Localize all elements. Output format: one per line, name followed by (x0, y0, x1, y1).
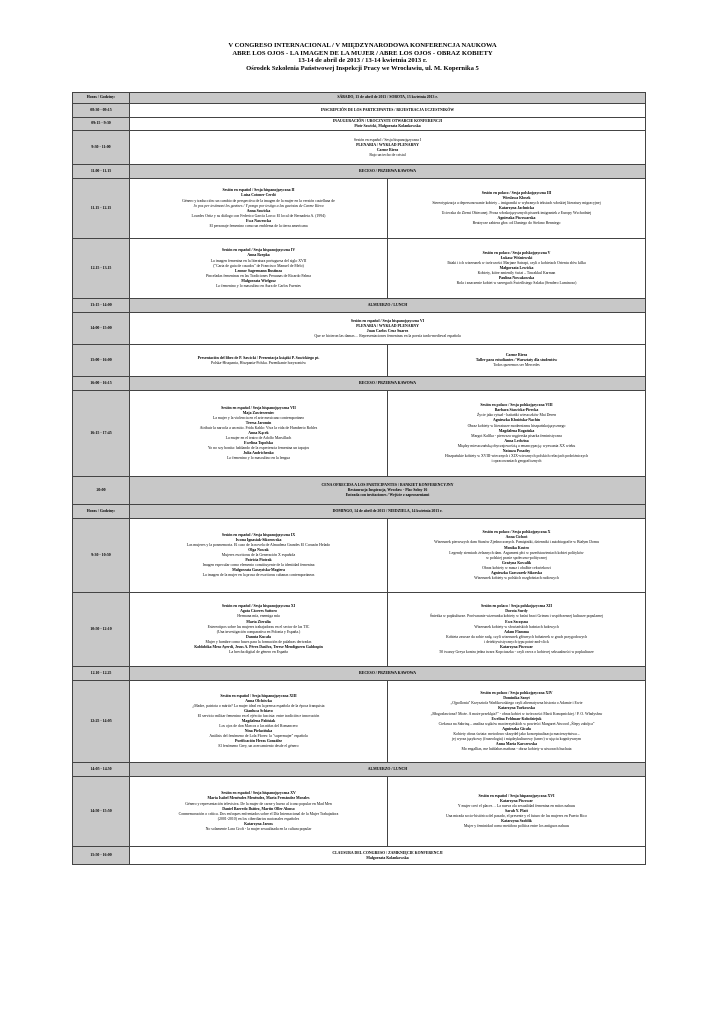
session-cell (130, 667, 646, 681)
entry-line: Sesión en polaco / Sesja polskojęzyczna XII (481, 604, 552, 609)
entry-line: Między mieszczańską obyczajowością a emancypacją: wyzwania XX wieku (457, 443, 576, 448)
entry-line: Małgorzata Lewicka (499, 266, 534, 271)
entry-line: Magdalena Rogańska (498, 428, 535, 433)
entry-line: Restauracja Inspiracja, Wrocław - Plac Solny 16 (347, 488, 428, 493)
entry-line: Sesión en polaco / Sesja polskojęzyczna XIV (480, 691, 553, 696)
entry-line: Lo femenino y lo masculino en la lengua (227, 456, 290, 461)
entry-line: Sesión en español / Sesja hispanojęzyczna VI (350, 318, 425, 323)
entry-line: Ciekawa na Sabriną – analiza wątków macierzyńskich w powieści Margaret Atwood „Ślepy zabójca" (438, 721, 595, 726)
schedule-row (73, 345, 646, 377)
entry-line: Kobieta zawsze da sobie radę, czyli wizerunek głównych bohaterek w grach przygodowych (445, 634, 588, 639)
entry-line: Śnieżka w popkulturze. Porównanie wizerunku kobiety w baśni braci Grimm i współczesnej kulturze popularnej (429, 614, 604, 619)
entry-line: Patricia Piotrak (245, 558, 272, 563)
session-cell (130, 377, 646, 391)
entry-line: Ewa Szczęsna (505, 619, 528, 624)
entry-line: CENA OFRECIDA A LOS PARTICIPANTES / BANKIET KONFERENCYJNY (321, 483, 454, 488)
conference-title: V CONGRESO INTERNACIONAL / V MIĘDZYNARODOWA KONFERENCJA NAUKOWA (228, 42, 497, 49)
entry-line: Agnieszka Piwowarska (497, 216, 536, 221)
schedule-row (73, 777, 646, 847)
entry-line: Ewelina Topolska (244, 441, 273, 446)
entry-line: Kobiety, które zmienily świat – Tawakkul Karman (477, 271, 556, 276)
entry-line: Dorota Surdy (505, 609, 528, 614)
entry-line: Sesión en español / Sesja hispanojęzyczna XIII (220, 693, 297, 698)
entry-line: Łukasz Wiśniewski (500, 255, 533, 260)
time-cell: 14:05 - 14.50 (73, 763, 130, 777)
entry-line: Grażyna Kowalik (501, 560, 532, 565)
entry-line: PLENARIA / WYKŁAD PLENARNY (356, 323, 419, 328)
entry-line: Małgorzata Gaszyńska-Magiera (232, 568, 285, 573)
entry-line: Sesión en polaco / Sesja polskojęzyczna X (482, 530, 551, 535)
entry-line: INAUGURACIÓN / UROCZYSTE OTWARCIE KONFERENCJI (332, 119, 443, 123)
entry-line: Taller para estudiantes / Warsztaty dla studentów (475, 358, 558, 363)
entry-line: Una mirada socio-histórica del pasado, el presente y el futuro de las mujeres en Puerto Rico (445, 814, 588, 819)
entry-line: 50 twarzy Greya kontra jedna twarz Kopciuszka - czyli rzecz o kobiecej seksualności w popkulturze (439, 649, 594, 654)
session-left-cell (130, 519, 388, 593)
entry-line: Maja Zawierzeniec (242, 410, 275, 415)
entry-line: Rola i znaczenie kobiet w szeregach Świetlistego Szlaku (Sendero Luminoso) (456, 281, 577, 286)
entry-line: Que se hicieron las damas… Representaciones femeninas en la poesía tardo-medieval española (314, 333, 461, 338)
entry-line: Wizerunek kobiety w polskich rozgłośniach radiowych (474, 575, 559, 580)
entry-line: Daniel Barredo Ibáñez, Martín Oller Alonso (222, 806, 295, 811)
entry-line: Katarzyna Szoblik (501, 819, 532, 824)
entry-line: Ewa Nawrocka (245, 218, 272, 223)
entry-line: Agnieszka Gicała (502, 726, 531, 731)
entry-line: Análisis del fenómeno de Lola Flores: la "supermujer" española (209, 734, 308, 739)
session-right-cell (388, 519, 646, 593)
entry-line: La mujer en el teatro de Adolfo Marsillach (225, 436, 292, 441)
entry-line: Yo no soy bonita: hablando de la experiencia femenina un tapujos (207, 446, 310, 451)
entry-line: Julia Andrichenko (243, 451, 274, 456)
schedule-row (73, 377, 646, 391)
session-cell (130, 313, 646, 345)
entry-line: Marta Zieralia (246, 619, 271, 624)
entry-line: Paulina Nowakowska (498, 276, 535, 281)
time-cell: 16:00 - 16:15 (73, 377, 130, 391)
entry-line: Sesión en español / Sesja hispanojęzyczna XI (221, 604, 296, 609)
entry-line: Sesión en polaco / Sesja polskojęzyczna III (481, 190, 552, 195)
entry-line: Mujeres escritoras de la Generación X española (221, 553, 296, 558)
time-cell: 10:50 - 12:10 (73, 593, 130, 667)
session-right-cell (388, 391, 646, 477)
entry-line: Katarzyna Piwowar (500, 644, 533, 649)
entry-line: Hiszpańskie kobiety w XVIII-wiecznych i XIX-wiecznych polskich relacjach podróżniczych (444, 453, 589, 458)
schedule-row (73, 391, 646, 477)
entry-line: DOMINGO, 14 de abril de 2013 / NIEDZIELA, 14 kwietnia 2013 r. (332, 509, 443, 514)
schedule-row (73, 239, 646, 299)
schedule-row (73, 131, 646, 165)
entry-line: Lo femenino y lo masculino en Aura de Carlos Fuentes (216, 283, 301, 288)
entry-line: Género y representación televisiva. De la mujer de carne y hueso al icono popular en Mad Men (185, 801, 332, 806)
entry-line: Teresa Jaromin (245, 420, 272, 425)
entry-line: Agata Cáceres Sattoro (240, 609, 277, 614)
entry-line: Los ojos de don Marcos o las niñas del Romancero (219, 724, 298, 729)
entry-line: El servicio militar femenino en el ejército fascista: entre tradición e innovación (197, 714, 320, 719)
entry-line: Pinceladas femeninas en las Tradiciones Peruanas de Ricardo Palma (205, 273, 312, 278)
entry-line: Mo engallias, me hablabas mañana - obraz kobiety w utworach huchata (461, 746, 572, 751)
page-header (0, 42, 725, 72)
entry-line: Barbara Stawicka-Pirecka (494, 408, 539, 413)
entry-line: Estereotipos sobre las mujeres trabajadoras en el sector de las TIC (207, 624, 310, 629)
entry-line: Sesión en polaco / Sesja polskojęzyczna VIII (480, 403, 553, 408)
entry-line: Imagen especular como elemento constituyente de la identidad femenina (202, 563, 315, 568)
entry-line: La imagen femenina en la literatura portuguesa del siglo XVII (210, 258, 307, 263)
entry-line: Katarzyna Piwowar (500, 798, 533, 803)
entry-line: Luisa Cotoner Cerdó (241, 193, 276, 198)
entry-line: Entrada con invitaciones / Wejście z zaproszeniami (345, 493, 430, 498)
time-cell: 09:15 - 9:30 (73, 118, 130, 131)
entry-line: Anna Rzepka (247, 253, 270, 258)
entry-line: (2001-2010) en los ciberdiarios nacionales españoles (217, 816, 300, 821)
entry-line: Sesión en español / Sesja hispanojęzyczna XV (221, 791, 296, 796)
session-cell (130, 165, 646, 179)
entry-line: Anna Sawicka (246, 208, 271, 213)
time-cell: 14:50 - 15:50 (73, 777, 130, 847)
entry-line: Sesión en español / Sesja hispanojęzyczna IV (221, 248, 296, 253)
session-left-cell (130, 239, 388, 299)
session-cell (130, 131, 646, 165)
entry-line: „Błogosławiona? Może. A może przeklęta?" - obraz kobiet w twórczości Marii Konopnickiej / P. O. Władysław (430, 711, 603, 716)
entry-line: Kołdobika Meso Ayerdi, Jesus A. Pérez Dasilva, Terese Mendiguren Galdospin (194, 644, 323, 649)
session-right-cell (388, 345, 646, 377)
time-cell: 12:25 - 14:05 (73, 681, 130, 763)
entry-line: Leonor Sagermann Bustinza (235, 268, 282, 273)
schedule-row (73, 165, 646, 179)
entry-line: Sesión en español / Sesja hispanojęzyczna II (222, 188, 295, 193)
time-cell: 13:15 - 14:00 (73, 299, 130, 313)
entry-line: RECESO / PRZERWA KAWOWA (359, 169, 416, 174)
session-cell (130, 93, 646, 104)
entry-line: RECESO / PRZERWA KAWOWA (359, 381, 416, 386)
entry-line: ("Carta de guia de casados" de Francisco Manuel de Melo) (213, 263, 304, 268)
entry-line: Jo pos per testimoni les gavines / Y pongo por testigo a las gaviotas de Carme Riera (193, 203, 324, 208)
schedule-row (73, 847, 646, 865)
session-cell (130, 118, 646, 131)
time-cell: 11.15 - 12.15 (73, 179, 130, 239)
entry-line: Carme Riera (505, 353, 528, 358)
entry-line: Margot Kalfka - pierwsza węgierska pisarka feministyczna (471, 433, 562, 438)
time-cell: 16:15 - 17:45 (73, 391, 130, 477)
entry-line: ALMUERZO / LUNCH (367, 767, 408, 772)
entry-line: Género y traducción: un cambio de perspectiva de la imagen de la mujer en la versión castellana de (182, 198, 335, 203)
entry-line: La imagen de la mujer en la prosa de escritoras cubanas contemporáneas (202, 573, 315, 578)
entry-line: Danuta Kucała (246, 634, 271, 639)
time-cell: 15:00 - 16:00 (73, 345, 130, 377)
session-cell (130, 847, 646, 865)
entry-line: No solamente Lara Croft - la mujer sexualizada en la cultura popular (205, 826, 312, 831)
conference-venue: Ośrodek Szkolenia Państwowej Inspekcji Pracy we Wrocławiu, ul. M. Kopernika 5 (246, 64, 479, 72)
entry-line: Katarzyna Jaross (244, 821, 273, 826)
entry-line: Ibiaki i ich wizerunek w twórczości Marjane Satrapi, czyli o kobietach Orientu słów kilka (447, 261, 586, 266)
entry-line: Małgorzata Kolankowska (366, 855, 409, 860)
entry-line: Monika Kostro (503, 545, 530, 550)
entry-line: Anna Maria Karczewska (495, 741, 538, 746)
entry-line: Magdalena Pabisiak (241, 719, 276, 724)
time-cell: 14:00 - 15:00 (73, 313, 130, 345)
schedule-row (73, 313, 646, 345)
entry-line: i opracowaniach geograficznych (491, 458, 542, 463)
entry-line: Stereotypizacja a depersonowanie kobiety – imigrantki w wybranych tekstach włoskiej literatury migracyjnej (432, 201, 601, 206)
entry-line: Beatrycze zabiera głos: od Dantego do Stefano Benniego (472, 221, 561, 226)
entry-line: Katarzyna Jachnicka (498, 206, 535, 211)
entry-line: „Ojpollonia" Krzysztofa Warlikowskiego czyli alternatywna historia o Adamie i Ewie (450, 701, 583, 706)
entry-line: Piotr Sawicki, Małgorzata Kolankowska (354, 124, 421, 129)
time-cell: 15:50 - 16:00 (73, 847, 130, 865)
schedule-row (73, 505, 646, 519)
session-left-cell (130, 593, 388, 667)
entry-line: (Una investigación comparativa en Polonia y España.) (216, 629, 301, 634)
entry-line: Adam Flamma (504, 629, 529, 634)
entry-line: Sesión en español / Sesja hispanojęzyczna I (353, 137, 422, 142)
entry-line: Anna Kącek (248, 431, 269, 436)
entry-line: jej wyraz językowy (frazeologia) i międzykulturowy (tanec) w ujęciu kognitywnym (451, 736, 582, 741)
schedule-row (73, 299, 646, 313)
entry-line: SÁBADO, 13 de abril de 2013 / SOBOTA, 13 kwietnia 2013 r. (337, 95, 438, 100)
session-cell (130, 763, 646, 777)
entry-line: María Isabel Menéndez Menéndez, Marta Fernández Morales (207, 796, 310, 801)
entry-line: Purificación Heras González (235, 739, 282, 744)
entry-line: ALMUERZO / LUNCH (367, 303, 408, 308)
entry-line: Mujer y feminidad como metáfora política entre los antiguos nahuas (463, 824, 570, 829)
session-left-cell (130, 777, 388, 847)
entry-line: Dominika Sanyt (503, 696, 530, 701)
time-cell: 08:30 - 09:15 (73, 104, 130, 118)
entry-line: CLAUSURA DEL CONGRESO / ZAMKNIĘCIE KONFERENCJI (332, 850, 443, 855)
time-cell: 12.10 - 12.25 (73, 667, 130, 681)
entry-line: w polskiej prasie społeczno-politycznej (486, 555, 547, 560)
entry-line: Conmemoración o crítica. Dos enfoques enfrentados sobre el Día Internacional de la Mujer Trabajadora (178, 811, 339, 816)
schedule-row (73, 118, 646, 131)
entry-line: Presentación del libro de P. Sawicki / Prezentacja książki P. Sawickiego pt. (197, 355, 320, 360)
entry-line: Sarah Y. Platt (505, 809, 528, 814)
entry-line: Kobiety obraz świata: metodowo skrzydeł jako konceptualizacja macierzyństwa – (453, 731, 580, 736)
conference-dates: 13-14 de abril de 2013 / 13-14 kwietnia 2013 r. (298, 57, 427, 65)
entry-line: Anna Olchówka (245, 698, 272, 703)
entry-line: Wizerunek pierwszych dam Stanów Zjednoczonych. Pamiętniki, dzienniki i autobiografie w Białym Domu (434, 540, 599, 545)
entry-line: Wiesława Kłosek (502, 195, 531, 200)
time-cell: 11.00 - 11.15 (73, 165, 130, 179)
conference-subtitle: ABRE LOS OJOS - LA IMAGEN DE LA MUJER / ABRE LOS OJOS - OBRAZ KOBIETY (232, 49, 493, 57)
entry-line: Agnieszka Garczarek-Sikorska (490, 570, 542, 575)
schedule-body (73, 93, 646, 865)
schedule-row (73, 179, 646, 239)
entry-line: Todos queremos ser Mercedes (493, 363, 540, 368)
time-cell: Horas / Godziny: (73, 505, 130, 519)
entry-line: Olga Nowak (248, 548, 269, 553)
entry-line: La brecha digital de género en España (229, 649, 288, 654)
schedule-row (73, 763, 646, 777)
schedule-row (73, 477, 646, 505)
schedule-table (72, 92, 646, 865)
schedule-row (73, 93, 646, 104)
session-cell (130, 299, 646, 313)
entry-line: Obraz kobiety w mauz i obalbie cekwiekowi (482, 565, 551, 570)
entry-line: Y mujer creó el placer… La nueva ola sexualidad femenina en mitos nahuas (457, 804, 576, 809)
schedule-row (73, 681, 646, 763)
entry-line: Legendy siemiach żelaznych dam. Argument płci w przedstawieniach kobiet polityków (449, 550, 584, 555)
session-left-cell (130, 345, 388, 377)
entry-line: Małgorzata Wielgosz (241, 278, 276, 283)
entry-line: PLENARIA / WYKŁAD PLENARNY (356, 142, 419, 147)
entry-line: Gianluca Schiavo (244, 708, 273, 713)
schedule-row (73, 519, 646, 593)
session-cell (130, 477, 646, 505)
schedule-row (73, 593, 646, 667)
session-left-cell (130, 681, 388, 763)
time-cell: 9:30 - 11:00 (73, 131, 130, 165)
time-cell: 20:00 (73, 477, 130, 505)
session-right-cell (388, 179, 646, 239)
entry-line: Anna Ledwina (504, 438, 529, 443)
entry-line: Sesión en español / Sesja hispanojęzyczna VII (221, 405, 296, 410)
entry-line: Sesión en español / Sesja hispanojęzyczna IX (221, 532, 296, 537)
entry-line: Bajo un techo de cristal (369, 152, 406, 157)
entry-line: Polska-Hiszpania, Hiszpania-Polska. Przenikanie horyzontów (210, 360, 307, 365)
entry-line: El fenómeno Grey, un acercamiento desde el género (218, 744, 299, 749)
time-cell: 9:30 - 10:50 (73, 519, 130, 593)
entry-line: Sesión en español / Sesja hispanojęzyczna XVI (478, 793, 555, 798)
entry-line: Iwona Ignasiak-Sikorowska (235, 537, 282, 542)
schedule-row (73, 104, 646, 118)
entry-line: Lourdes Ortiz y su diálogo con Federico García Lorca: El local de Bernadeta A. (1994) (191, 213, 326, 218)
session-right-cell (388, 777, 646, 847)
session-left-cell (130, 179, 388, 239)
session-right-cell (388, 239, 646, 299)
entry-line: Anna Cichoń (505, 535, 528, 540)
session-cell (130, 505, 646, 519)
schedule-row (73, 667, 646, 681)
entry-line: Natasza Posadzy (502, 448, 531, 453)
entry-line: Juan Carlos Cruz Suarez (366, 328, 409, 333)
entry-line: Mujer y hombre como bases para la formación de palabras derivadas (205, 639, 312, 644)
entry-line: Sesión en polaco / Sesja polskojęzyczna V (482, 250, 551, 255)
entry-line: Ucieczka do Ziemi Obiecanej. Proza włoskojęzycznych pisarek imigrantek z Europy Wschodniej (441, 211, 592, 216)
session-right-cell (388, 681, 646, 763)
entry-line: Carme Riera (376, 147, 399, 152)
entry-line: La mujer y la violencia en el arte mexicano contemporáneo (212, 415, 305, 420)
entry-line: INSCRIPCIÓN DE LOS PARTICIPANTES / REJESTRACJA UCZESTNIKÓW (320, 107, 455, 112)
entry-line: Katarzyna Turkowska (498, 706, 535, 711)
entry-line: ¿Madre, patriota o mártir? La mujer ideal en la prensa española de la época franquista (192, 703, 325, 708)
entry-line: Obraz kobiety w literaturze modernizmu hiszpańskojęzycznego (467, 423, 566, 428)
entry-line: Nina Pielacińska (244, 729, 273, 734)
session-cell (130, 104, 646, 118)
time-cell: Horas / Godziny: (73, 93, 130, 104)
entry-line: Życie jako rytuał - haitańki wieszczków Mai Deren (476, 413, 557, 418)
entry-line: RECESO / PRZERWA KAWOWA (359, 671, 416, 676)
session-right-cell (388, 593, 646, 667)
entry-line: Ewelina Feldman-Kołodziejuk (491, 716, 542, 721)
entry-line: Wizerunek kobiety w słowiańskich baśniach ludowych (474, 624, 559, 629)
entry-line: El personaje femenino como un emblema de la tierra americana (209, 223, 308, 228)
entry-line: Agnieszka Kłosińska-Nachin (492, 418, 541, 423)
session-left-cell (130, 391, 388, 477)
time-cell: 12.15 - 13.15 (73, 239, 130, 299)
entry-line: i detektywistycznych typu point-and-click (484, 639, 549, 644)
entry-line: Las mujeres y la posmemoria. El caso de la novela de Almudena Grandes El Corazón Helado (186, 542, 331, 547)
entry-line: Hermana mía, enemiga mía (237, 614, 280, 619)
entry-line: Atribuir la narcola a un mito. Frida Kahlo: Viva la vida de Humberto Robles (199, 426, 318, 431)
